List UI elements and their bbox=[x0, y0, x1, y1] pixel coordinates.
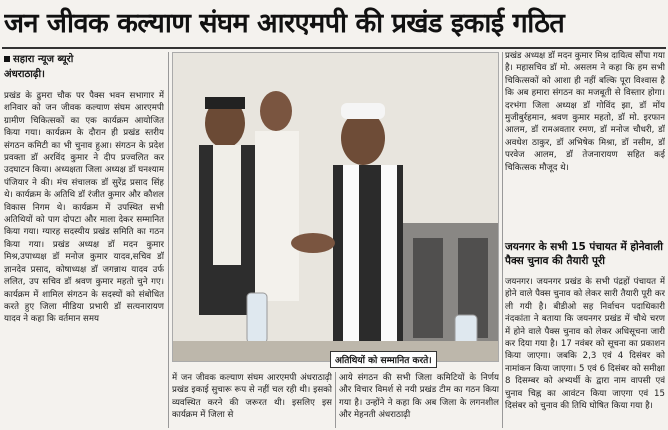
column-divider bbox=[168, 52, 169, 428]
column-divider bbox=[335, 372, 336, 428]
dateline: अंधराठाढ़ी। bbox=[4, 69, 45, 80]
article-column-2a: में जन जीवक कल्याण संघम आरएमपी अंधराठाढ़ी प्रखंड इकाई सुचारू रूप से नहीं चल रही थी। इसको व्यवस्थित करने की जरूरत थी। इसलिए इस कार्यक्रम में जिला से bbox=[172, 373, 332, 421]
headline-rule bbox=[2, 47, 666, 49]
headline: जन जीवक कल्याण संघम आरएमपी की प्रखंड इकाई गठित bbox=[4, 8, 565, 39]
photo-illustration bbox=[173, 53, 499, 362]
sub-headline: जयनगर के सभी 15 पंचायत में होनेवाली पैक्स चुनाव की तैयारी पूरी bbox=[505, 241, 663, 267]
article-column-2b: आये संगठन की सभी जिला कमिटियों के निर्णय और विचार विमर्श से नयी प्रखंड टीम का गठन किया गया है। उन्होंने ने कहा कि अब जिला के लगनशील और मेहनती अंधराठाढ़ी bbox=[339, 373, 499, 421]
news-photo bbox=[172, 52, 499, 362]
column-divider bbox=[502, 52, 503, 428]
article-column-3b: जयनगर। जयनगर प्रखंड के सभी पंद्रहों पंचायत में होने वाले पैक्स चुनाव को लेकर सारी तैयारी पूरी कर ली गयी है। बीडीओ सह निर्वाचन पदाधिकारी नंदकांता ने बताया कि जयनगर प्रखंड में चौथे चरण में होने वाले पैक्स चुनाव को लेकर अधिसूचना जारी कर दिया गया है। 17 नवंबर को सूचना का प्रकाशन किया जाएगा। जबकि 2,3 एवं 4 दिसंबर को नामांकन किया जाएगा। 5 एवं 6 दिसंबर को समीक्षा 8 दिसम्बर को अभ्यर्थी के द्वारा नाम वापसी एवं चुनाव चिह्न का आवंटन किया जाएगा एवं 15 दिसंबर को चुनाव की तिथि घोषित किया गया है। bbox=[505, 277, 665, 412]
photo-caption: अतिथियों को सम्मानित करते। bbox=[330, 351, 437, 368]
byline bbox=[4, 51, 73, 65]
byline-square-icon bbox=[4, 56, 10, 62]
article-column-1: प्रखंड के ढुमरा चौक पर पैक्स भवन सभागार में शनिवार को जन जीवक कल्याण संघम आरएमपी ग्रामीण चिकित्सकों का एक कार्यक्रम आयोजित किया गया। कार्यक्रम के दौरान ही प्रखंड स्तरीय संगठन कमिटी का भी चुनाव हुआ। संगठन के प्रदेश प्रवक्ता डॉ अरविंद कुमार ने दीप प्रज्वलित कर उदघाटन किया। अध्यक्षता जिला अध्यक्ष डॉ घनश्याम पंजियार ने की। मंच संचालक डॉ सुरेंद्र प्रसाद सिंह थे। कार्यक्रम के अतिथि डॉ रंजीत कुमार और कौशल विकास निगम थे। कार्यक्रम में उपस्थित सभी अतिथियों को पाग दोपटा और माला देकर सम्मानित किया गया। ग्यारह सदस्यीय प्रखंड समिति का गठन किया गया। प्रखंड अध्यक्ष डॉ मदन कुमार मिश्र,उपाध्यक्ष डॉ मनोज कुमार यादव,सचिव डॉ ज्ञानदेव प्रसाद, कोषाध्यक्ष डॉ जगन्नाथ यादव उर्फ ललित, उप सचिव डॉ श्रवण कुमार महतो चुने गए। कार्यक्रम में शामिल संगठन के सदस्यों को संबोधित करते हुए जिला मीडिया प्रभारी डॉ सत्यनारायण यादव ने कहा कि वर्तमान समय bbox=[4, 91, 164, 325]
article-column-3: प्रखंड अध्यक्ष डॉ मदन कुमार मिश्र दायित्व सौंपा गया है। महासचिव डॉ मो. असलम ने कहा कि हम सभी चिकित्सकों को आशा ही नहीं बल्कि पूरा विश्वास है कि अब हमारा संगठन का मजबूती से विस्तार होगा। दरभंगा जिला अध्यक्ष डॉ गोविंद झा, डॉ मोंय मुजीबुर्रहमान, श्रवण कुमार महतो, डॉ मो. इरफान आलम, डॉ रामअवतार रमण, डॉ मनोज चौधरी, डॉ अवधेश ठाकुर, डॉ अभिषेक मिश्रा, डॉ नसीम, डॉ परवेज आलम, डॉ तेजनारायण सहित कई चिकित्सक मौजूद थे। bbox=[505, 51, 665, 173]
byline-text: सहारा न्यूज ब्यूरो bbox=[13, 54, 74, 65]
